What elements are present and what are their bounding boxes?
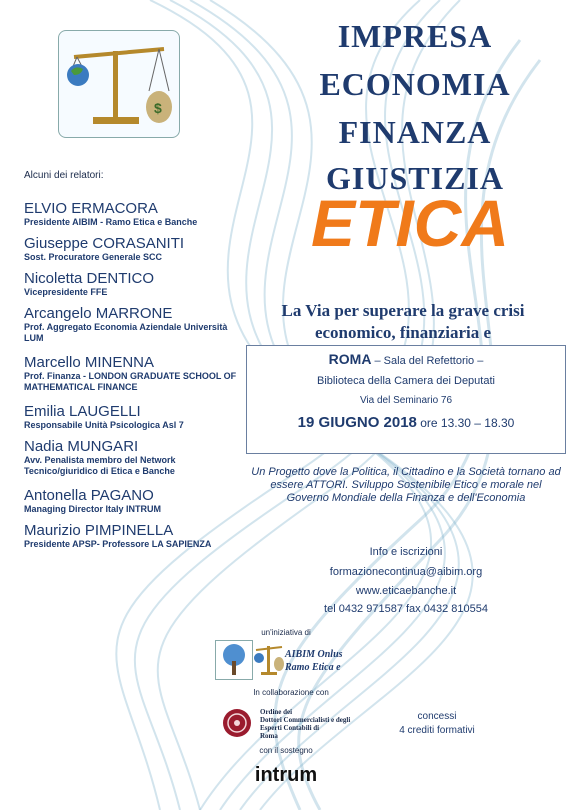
event-details-box <box>246 345 566 454</box>
tree-icon <box>216 641 252 679</box>
initiative-label: un'iniziativa di <box>261 628 311 637</box>
event-date: 19 GIUGNO 2018 <box>297 414 417 431</box>
speaker-item <box>24 235 244 263</box>
title-line-1: IMPRESA <box>337 18 493 54</box>
odcec-line: Roma <box>260 732 278 740</box>
event-datetime <box>247 414 565 431</box>
event-venue: – Sala del Refettorio – <box>371 355 484 367</box>
event-building: Biblioteca della Camera dei Deputati <box>317 375 495 387</box>
event-description: Un Progetto dove la Politica, il Cittadino e la Società tornano ad essere ATTORI. Sviluppo Sostenibile Etico e morale nel Governo Mondiale della Finanza e dell'Economia <box>251 466 561 504</box>
speaker-item <box>24 522 244 550</box>
speaker-role: Presidente APSP- Professore LA SAPIENZA <box>24 539 212 549</box>
odcec-emblem <box>222 708 252 738</box>
credits-line-2: 4 crediti formativi <box>399 725 475 736</box>
speaker-role: Prof. Aggregato Economia Aziendale Università LUM <box>24 322 228 343</box>
speaker-name: Giuseppe CORASANITI <box>24 235 185 252</box>
event-subtitle: La Via per superare la grave crisi economico, finanziaria e <box>281 301 525 342</box>
speaker-name: Arcangelo MARRONE <box>24 305 173 322</box>
speaker-item <box>24 270 244 298</box>
event-address: Via del Seminario 76 <box>359 395 453 406</box>
etica-heading: ETICA <box>311 186 509 260</box>
speaker-role: Sost. Procuratore Generale SCC <box>24 252 163 262</box>
speaker-name: Marcello MINENNA <box>24 354 155 371</box>
title-line-4: GIUSTIZIA <box>326 160 504 196</box>
credits-line-1: concessi <box>417 711 457 722</box>
speaker-item <box>24 354 244 393</box>
svg-text:$: $ <box>154 100 162 116</box>
scales-small-icon <box>253 640 285 678</box>
collaboration-label: In collaborazione con <box>253 688 329 697</box>
speaker-item <box>24 438 244 477</box>
speaker-name: Maurizio PIMPINELLA <box>24 522 174 539</box>
aibim-org-sub: Ramo Etica e <box>285 662 341 673</box>
contact-website-link[interactable]: www.eticaebanche.it <box>355 585 457 597</box>
speaker-role: Avv. Penalista membro del Network Tecnico/giuridico di Etica e Banche <box>24 455 176 476</box>
speaker-role: Managing Director Italy INTRUM <box>24 504 162 514</box>
contact-email-link[interactable]: formazionecontinua@aibim.org <box>329 566 483 578</box>
speaker-name: Nicoletta DENTICO <box>24 270 155 287</box>
scales-logo <box>58 30 180 138</box>
speaker-name: ELVIO ERMACORA <box>24 200 158 217</box>
odcec-text <box>260 708 350 740</box>
odcec-line: Esperti Contabili di <box>260 724 320 732</box>
speaker-role: Prof. Finanza - LONDON GRADUATE SCHOOL OF MATHEMATICAL FINANCE <box>24 371 237 392</box>
intrum-logo: intrum <box>254 764 318 786</box>
speaker-name: Antonella PAGANO <box>24 487 154 504</box>
speaker-name: Nadia MUNGARI <box>24 438 139 455</box>
speaker-item <box>24 200 244 228</box>
odcec-line: Dottori Commercialisti e degli <box>260 716 351 724</box>
speaker-item <box>24 487 244 515</box>
odcec-line: Ordine dei <box>260 708 293 716</box>
title-line-2: ECONOMIA <box>319 66 511 102</box>
speaker-item <box>24 305 244 344</box>
aibim-org-name: AIBIM Onlus <box>285 649 343 660</box>
speakers-intro: Alcuni dei relatori: <box>24 170 104 181</box>
aibim-scales-logo <box>253 640 285 678</box>
speaker-role: Responsabile Unità Psicologica Asl 7 <box>24 420 184 430</box>
scales-icon <box>59 31 179 137</box>
credits-info <box>382 710 492 738</box>
aibim-org-text <box>285 648 343 674</box>
title-line-3: FINANZA <box>338 114 492 150</box>
event-city: ROMA <box>328 351 372 367</box>
aibim-tree-logo <box>215 640 253 680</box>
event-location <box>247 351 565 367</box>
support-label: con il sostegno <box>259 746 313 755</box>
speaker-role: Presidente AIBIM - Ramo Etica e Banche <box>24 217 198 227</box>
contacts-title: Info e iscrizioni <box>369 546 443 558</box>
speaker-item <box>24 403 244 431</box>
speaker-role: Vicepresidente FFE <box>24 287 108 297</box>
event-time: ore 13.30 – 18.30 <box>416 416 515 430</box>
odcec-icon <box>222 708 252 738</box>
speaker-name: Emilia LAUGELLI <box>24 403 141 420</box>
contact-phone: tel 0432 971587 fax 0432 810554 <box>324 603 488 615</box>
